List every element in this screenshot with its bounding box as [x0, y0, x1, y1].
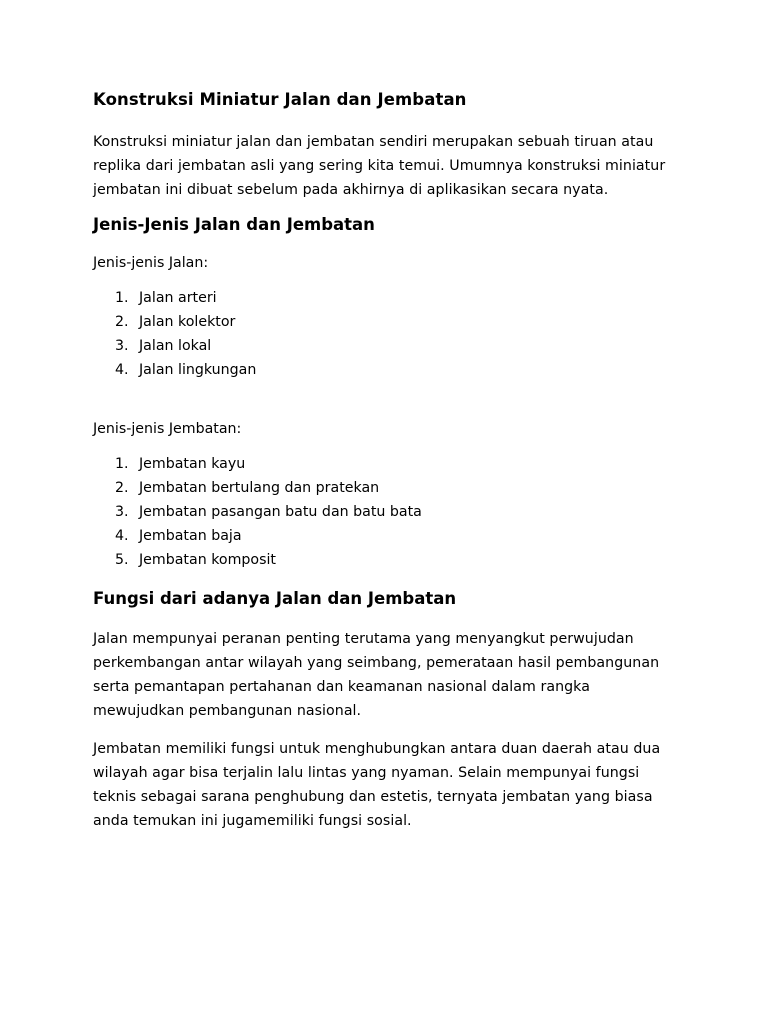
list-item: [93, 286, 683, 310]
list-text: Jalan kolektor: [139, 314, 236, 330]
list-text: Jalan lokal: [139, 338, 212, 354]
list-text: Jembatan bertulang dan pratekan: [139, 480, 380, 496]
paragraph-fungsi-jalan: Jalan mempunyai peranan penting terutama yang menyangkut perwujudan perkembangan antar wilayah yang seimbang, pemerataan hasil pembangunan serta pemantapan pertahanan dan keamanan nasional dalam rangka mewujudkan pembangunan nasional.: [93, 631, 660, 719]
heading-fungsi: Fungsi dari adanya Jalan dan Jembatan: [93, 589, 457, 608]
list-number: 1.: [115, 456, 129, 472]
list-text: Jembatan komposit: [139, 552, 276, 568]
paragraph-konstruksi: Konstruksi miniatur jalan dan jembatan sendiri merupakan sebuah tiruan atau replika dari jembatan asli yang sering kita temui. Umumnya konstruksi miniatur jembatan ini dibuat sebelum pada akhirnya di aplikasikan secara nyata.: [93, 134, 666, 198]
list-number: 4.: [115, 528, 129, 544]
list-text: Jalan arteri: [139, 290, 217, 306]
list-text: Jembatan pasangan batu dan batu bata: [139, 504, 422, 520]
list-number: 3.: [115, 338, 129, 354]
heading-konstruksi: Konstruksi Miniatur Jalan dan Jembatan: [93, 90, 467, 109]
jembatan-list: [93, 452, 683, 572]
list-item: [93, 452, 683, 476]
list-number: 2.: [115, 314, 129, 330]
list-item: [93, 524, 683, 548]
list-item: [93, 358, 683, 382]
list-text: Jalan lingkungan: [139, 362, 257, 378]
jalan-list: [93, 286, 683, 382]
paragraph-fungsi-jembatan: Jembatan memiliki fungsi untuk menghubungkan antara duan daerah atau dua wilayah agar bisa terjalin lalu lintas yang nyaman. Selain mempunyai fungsi teknis sebagai sarana penghubung dan estetis, ternyata jembatan yang biasa anda temukan ini jugamemiliki fungsi sosial.: [93, 741, 661, 829]
list-item: [93, 500, 683, 524]
list-item: [93, 476, 683, 500]
list-text: Jembatan baja: [139, 528, 242, 544]
jalan-list-label: Jenis-jenis Jalan:: [93, 255, 209, 271]
list-number: 1.: [115, 290, 129, 306]
list-number: 4.: [115, 362, 129, 378]
list-item: [93, 334, 683, 358]
list-number: 5.: [115, 552, 129, 568]
heading-jenis: Jenis-Jenis Jalan dan Jembatan: [93, 215, 375, 234]
document-content: [93, 89, 683, 833]
list-text: Jembatan kayu: [139, 456, 246, 472]
list-number: 2.: [115, 480, 129, 496]
jembatan-list-label: Jenis-jenis Jembatan:: [93, 421, 242, 437]
list-item: [93, 310, 683, 334]
list-number: 3.: [115, 504, 129, 520]
list-item: [93, 548, 683, 572]
